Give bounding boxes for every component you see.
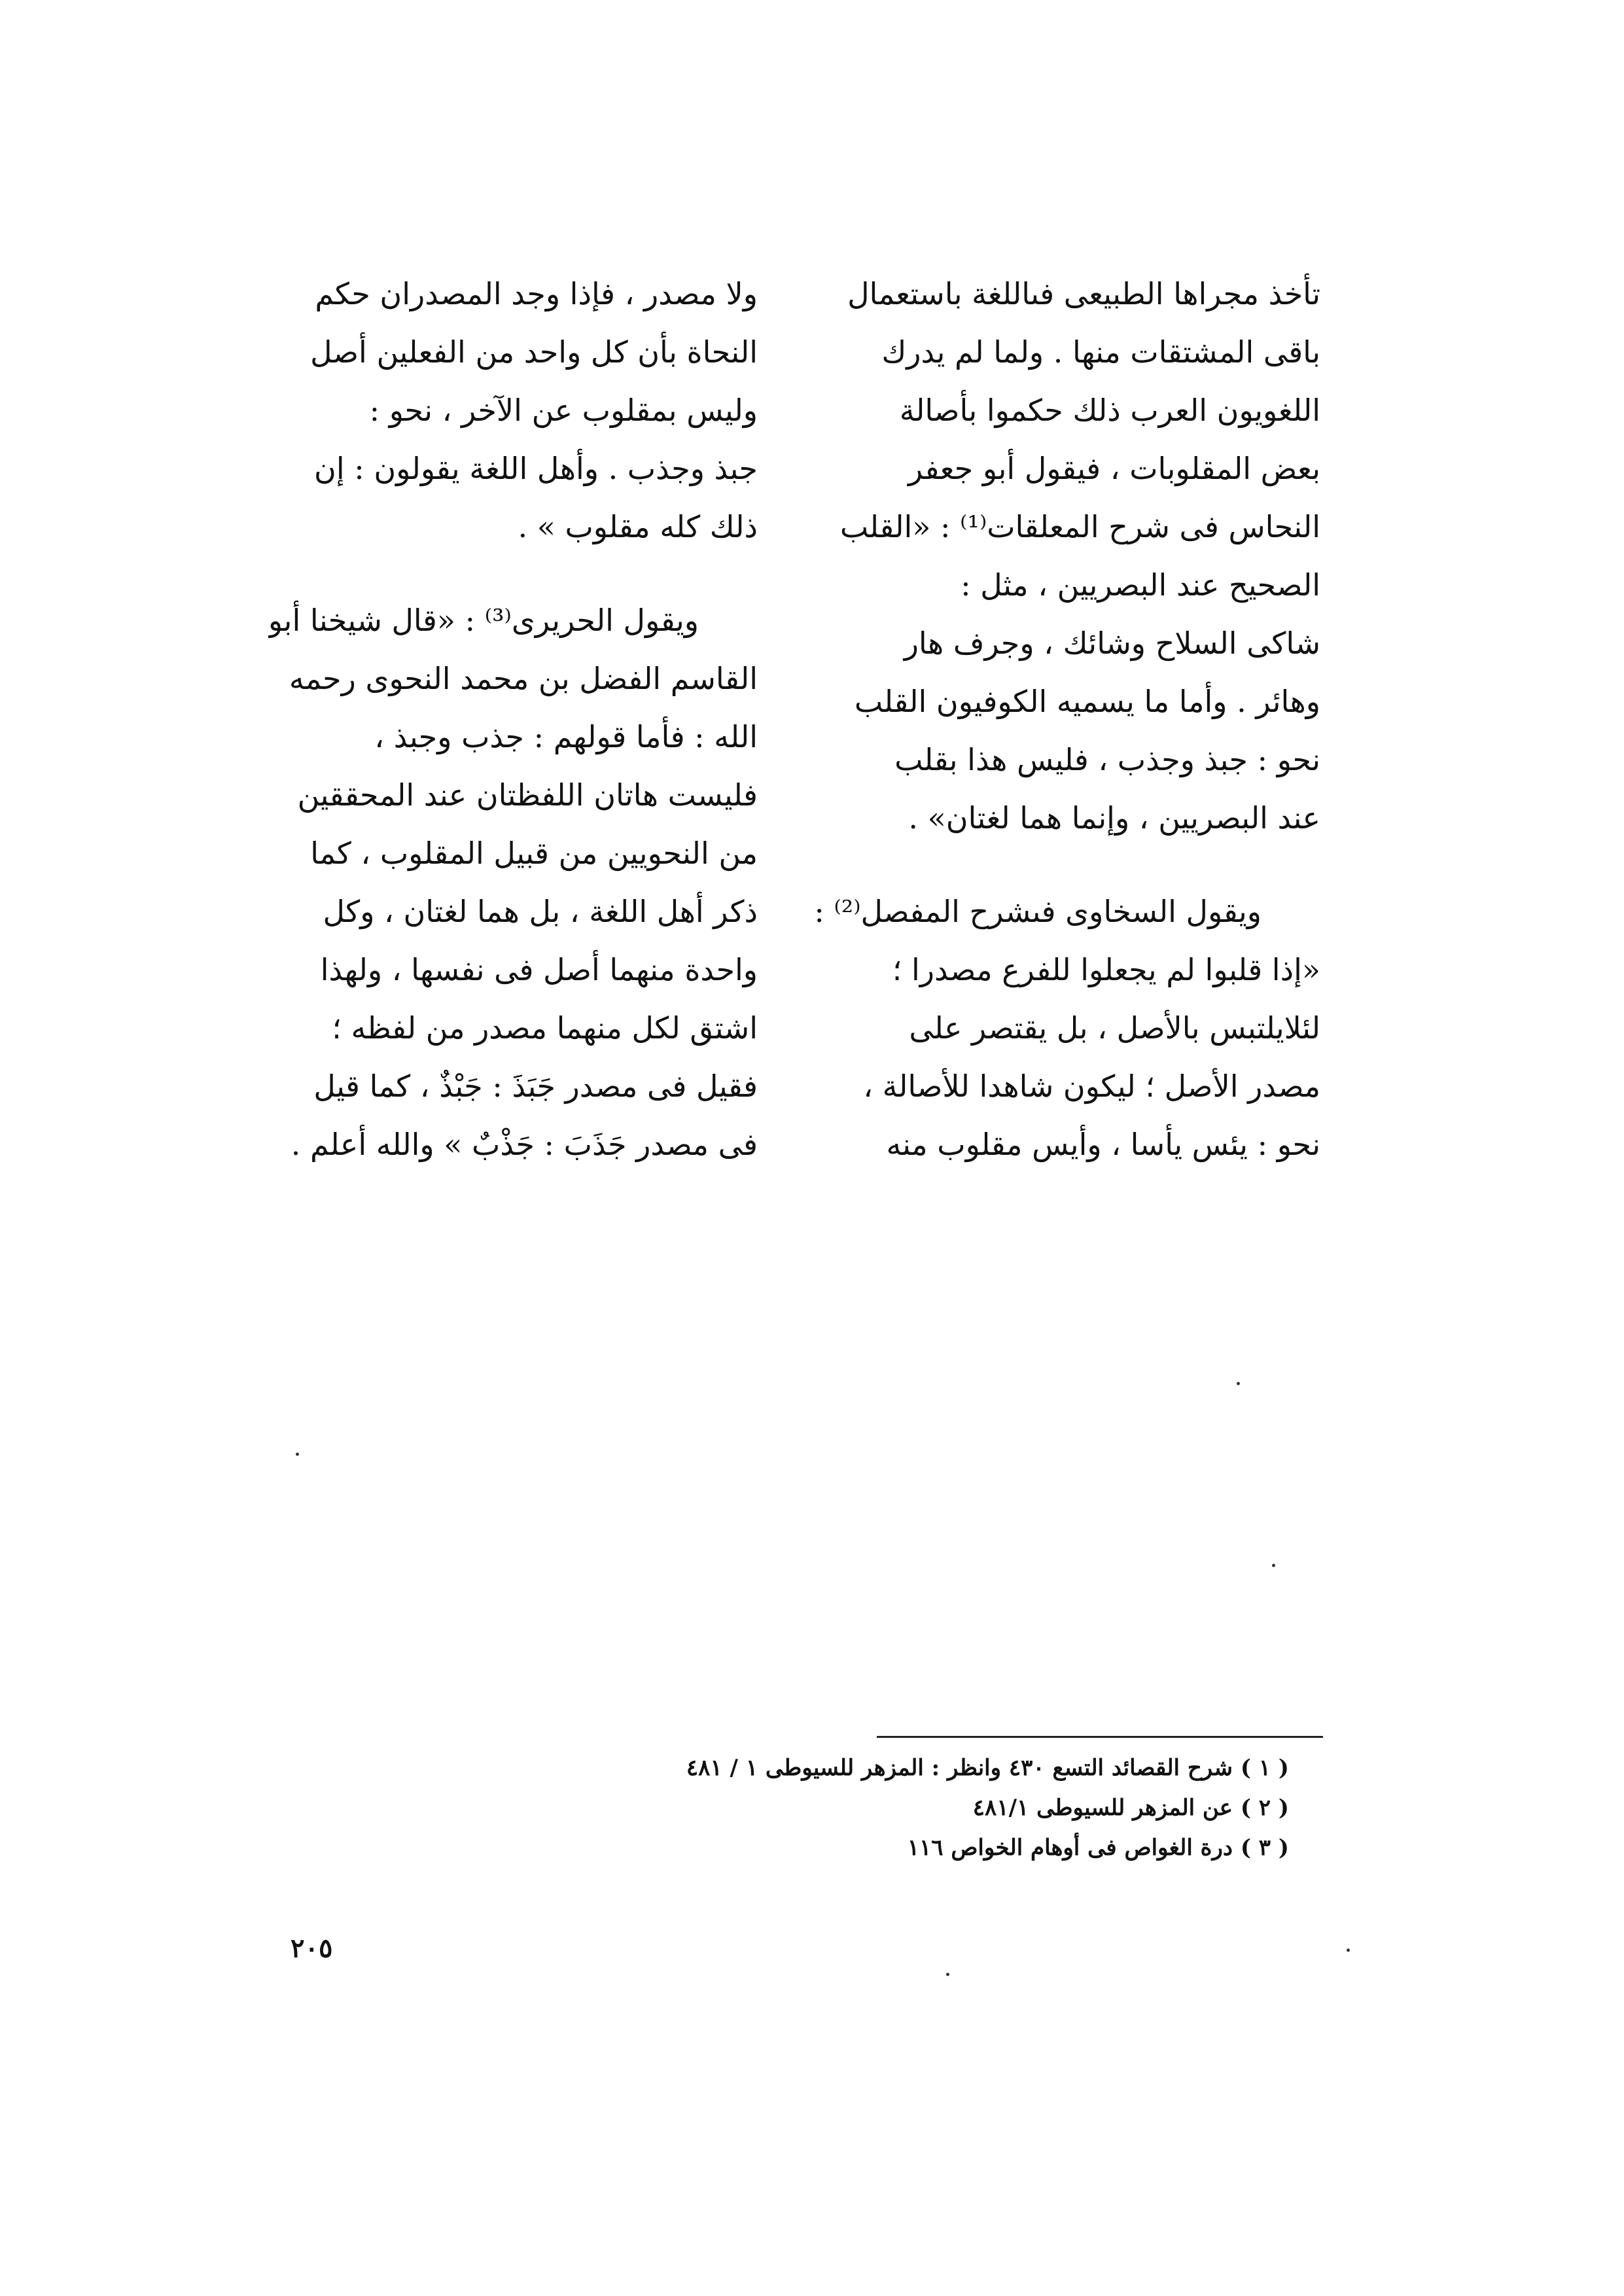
text-line: ذكر أهل اللغة ، بل هما لغتان ، وكل <box>323 894 758 929</box>
text-line: واحدة منهما أصل فى نفسها ، ولهذا <box>320 952 758 987</box>
text-line: جبذ وجذب . وأهل اللغة يقولون : إن <box>314 451 758 486</box>
footnotes <box>589 1748 1289 1868</box>
scan-speck <box>946 1973 949 1976</box>
text-line: وهائر . وأما ما يسميه الكوفيون القلب <box>854 684 1320 719</box>
text-line: بعض المقلوبات ، فيقول أبو جعفر <box>908 451 1320 486</box>
text-line: مصدر الأصل ؛ ليكون شاهدا للأصالة ، <box>863 1069 1320 1104</box>
text-line: نحو : جبذ وجذب ، فليس هذا بقلب <box>894 742 1320 777</box>
scan-speck <box>1237 1382 1240 1385</box>
paragraph-gap <box>797 847 1320 883</box>
text-line: اشتق لكل منهما مصدر من لفظه ؛ <box>332 1010 758 1046</box>
text-line: نحو : يئس يأسا ، وأيس مقلوب منه <box>886 1127 1320 1162</box>
scan-speck <box>1347 1949 1350 1952</box>
footnote: ( ٣ ) درة الغواص فى أوهام الخواص ١١٦ <box>907 1835 1289 1861</box>
text-line: تأخذ مجراها الطبيعى فىاللغة باستعمال <box>847 276 1320 311</box>
text-line: الصحيح عند البصريين ، مثل : <box>961 567 1320 603</box>
text-line: فقيل فى مصدر جَبَذَ : جَبْذٌ ، كما قيل <box>313 1069 758 1104</box>
text-line: «إذا قلبوا لم يجعلوا للفرع مصدرا ؛ <box>892 952 1320 987</box>
footnote: ( ٢ ) عن المزهر للسيوطى ٤٨١/١ <box>972 1795 1289 1821</box>
text-line: النحاة بأن كل واحد من الفعلين أصل <box>310 334 758 370</box>
text-line: القاسم الفضل بن محمد النحوى رحمه <box>289 661 758 696</box>
text-line: ولا مصدر ، فإذا وجد المصدران حكم <box>315 276 758 311</box>
text-line: عند البصريين ، وإنما هما لغتان» . <box>908 800 1320 836</box>
page-number: ٢٠٥ <box>291 1933 333 1964</box>
text-line: ويقول السخاوى فىشرح المفصل⁽²⁾ : <box>814 894 1262 929</box>
text-line: فى مصدر جَذَبَ : جَذْبٌ » والله أعلم . <box>291 1127 758 1162</box>
text-line: ذلك كله مقلوب » . <box>518 509 758 544</box>
scan-speck <box>1272 1564 1275 1567</box>
text-line: الله : فأما قولهم : جذب وجبذ ، <box>374 719 758 754</box>
text-line: باقى المشتقات منها . ولما لم يدرك <box>881 334 1320 370</box>
paragraph-gap <box>268 556 758 592</box>
footnote-divider <box>877 1736 1323 1738</box>
text-line: النحاس فى شرح المعلقات⁽¹⁾ : «القلب <box>839 509 1320 544</box>
text-line: اللغويون العرب ذلك حكموا بأصالة <box>899 393 1320 428</box>
text-line: ويقول الحريرى⁽³⁾ : «قال شيخنا أبو <box>268 603 699 638</box>
text-line: وليس بمقلوب عن الآخر ، نحو : <box>369 393 758 428</box>
scan-speck <box>296 1453 299 1456</box>
text-line: فليست هاتان اللفظتان عند المحققين <box>297 777 758 813</box>
text-line: من النحويين من قبيل المقلوب ، كما <box>310 836 758 871</box>
text-column-left <box>268 265 758 1174</box>
footnote: ( ١ ) شرح القصائد التسع ٤٣٠ وانظر : المزهر للسيوطى ١ / ٤٨١ <box>686 1755 1289 1781</box>
text-column-right <box>797 265 1320 1174</box>
text-line: شاكى السلاح وشائك ، وجرف هار <box>904 626 1320 661</box>
text-line: لئلايلتبس بالأصل ، بل يقتصر على <box>909 1010 1320 1046</box>
